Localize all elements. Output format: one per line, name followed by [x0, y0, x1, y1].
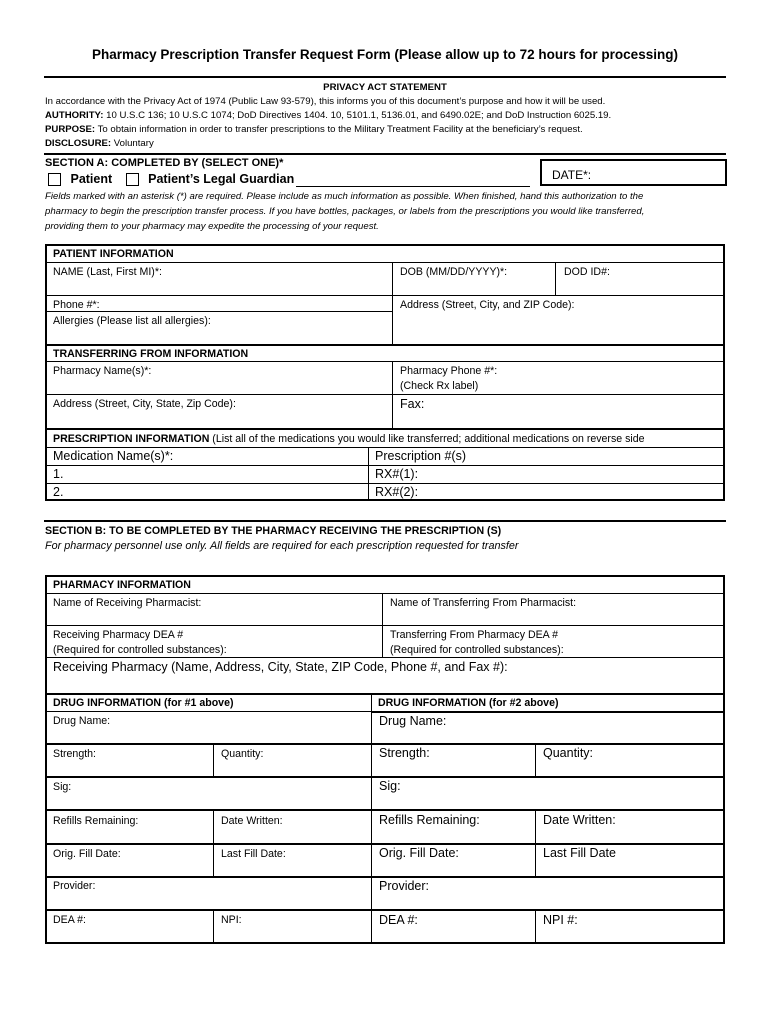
prescription-numbers-header: Prescription #(s)	[375, 449, 466, 463]
receiving-dea-field[interactable]: Receiving Pharmacy DEA #	[53, 629, 184, 641]
drug2-name-field[interactable]: Drug Name:	[379, 714, 447, 728]
instructions-line-1: Fields marked with an asterisk (*) are required. Please include as much information as possible. When finished, hand this authorization to the	[45, 191, 644, 202]
row-rule	[46, 311, 392, 312]
section-rule	[46, 428, 724, 430]
row-rule	[372, 876, 724, 878]
col-rule	[213, 910, 214, 943]
transferring-dea-field[interactable]: Transferring From Pharmacy DEA #	[390, 629, 558, 641]
date-field[interactable]	[540, 159, 727, 186]
drug2-orig-fill-field[interactable]: Orig. Fill Date:	[379, 846, 459, 860]
row-rule	[372, 711, 724, 713]
privacy-purpose: PURPOSE: To obtain information in order to transfer prescriptions to the Military Treatment Facility at the beneficiary’s request.	[45, 124, 583, 135]
privacy-rule	[44, 153, 726, 155]
medication-names-header: Medication Name(s)*:	[53, 449, 174, 463]
row-rule	[46, 876, 372, 878]
patient-checkbox[interactable]	[48, 173, 61, 186]
section-b-rule	[44, 520, 726, 522]
row-rule	[46, 465, 724, 466]
drug1-quantity-field[interactable]: Quantity:	[221, 748, 264, 760]
col-rule	[392, 262, 393, 296]
drug2-sig-field[interactable]: Sig:	[379, 779, 401, 793]
row-rule	[46, 909, 372, 911]
col-rule	[392, 361, 393, 429]
guardian-name-field[interactable]	[296, 173, 530, 187]
receiving-pharmacy-field[interactable]: Receiving Pharmacy (Name, Address, City, State, ZIP Code, Phone #, and Fax #):	[53, 660, 508, 674]
privacy-heading: PRIVACY ACT STATEMENT	[323, 82, 447, 93]
drug2-npi-field[interactable]: NPI #:	[543, 913, 578, 927]
pharmacy-name-field[interactable]: Pharmacy Name(s)*:	[53, 365, 152, 377]
col-rule	[535, 910, 536, 943]
row-rule	[46, 447, 724, 448]
row-rule	[46, 743, 372, 745]
row-rule	[46, 361, 724, 362]
drug2-provider-field[interactable]: Provider:	[379, 879, 430, 893]
row-rule	[372, 843, 724, 845]
row-rule	[46, 657, 724, 658]
dod-id-field[interactable]: DOD ID#:	[564, 266, 610, 278]
row-rule	[372, 743, 724, 745]
drug1-strength-field[interactable]: Strength:	[53, 748, 96, 760]
section-rule	[46, 693, 724, 695]
drug2-refills-field[interactable]: Refills Remaining:	[379, 813, 480, 827]
transferring-dea-note: (Required for controlled substances):	[390, 644, 564, 656]
medication-1-field[interactable]: 1.	[53, 467, 64, 481]
col-rule	[555, 262, 556, 296]
drug1-date-written-field[interactable]: Date Written:	[221, 815, 283, 827]
col-rule	[392, 295, 393, 345]
patient-info-heading: PATIENT INFORMATION	[53, 248, 174, 260]
row-rule	[46, 295, 724, 296]
drug1-dea-field[interactable]: DEA #:	[53, 914, 86, 926]
drug2-heading: DRUG INFORMATION (for #2 above)	[378, 697, 559, 709]
privacy-disclosure: DISCLOSURE: Voluntary	[45, 138, 154, 149]
drug2-last-fill-field[interactable]: Last Fill Date	[543, 846, 616, 860]
drug1-heading: DRUG INFORMATION (for #1 above)	[53, 697, 234, 709]
drug1-orig-fill-field[interactable]: Orig. Fill Date:	[53, 848, 121, 860]
drug2-date-written-field[interactable]: Date Written:	[543, 813, 616, 827]
phone-field[interactable]: Phone #*:	[53, 299, 100, 311]
instructions-line-3: providing them to your pharmacy may expedite the processing of your request.	[45, 221, 379, 232]
section-a-heading: SECTION A: COMPLETED BY (SELECT ONE)*	[45, 157, 284, 169]
dob-field[interactable]: DOB (MM/DD/YYYY)*:	[400, 266, 508, 278]
row-rule	[46, 843, 372, 845]
transfer-from-heading: TRANSFERRING FROM INFORMATION	[53, 348, 249, 360]
form-title: Pharmacy Prescription Transfer Request Form (Please allow up to 72 hours for processing)	[92, 47, 678, 62]
row-rule	[46, 776, 372, 778]
rx-2-field[interactable]: RX#(2):	[375, 485, 419, 499]
col-rule	[368, 447, 369, 500]
fax-field[interactable]: Fax:	[400, 397, 425, 411]
rx-1-field[interactable]: RX#(1):	[375, 467, 419, 481]
pharmacy-address-field[interactable]: Address (Street, City, State, Zip Code):	[53, 398, 236, 410]
allergies-field[interactable]: Allergies (Please list all allergies):	[53, 315, 211, 327]
completed-by-options	[48, 172, 294, 186]
section-b-heading: SECTION B: TO BE COMPLETED BY THE PHARMACY RECEIVING THE PRESCRIPTION (S)	[45, 525, 502, 537]
prescription-info-heading: PRESCRIPTION INFORMATION (List all of the medications you would like transferred; additional medications on reverse side	[53, 433, 645, 445]
guardian-checkbox[interactable]	[126, 173, 139, 186]
col-rule	[535, 744, 536, 777]
pharmacy-phone-field[interactable]: Pharmacy Phone #*:	[400, 365, 498, 377]
check-rx-note: (Check Rx label)	[400, 380, 479, 392]
row-rule	[372, 809, 724, 811]
instructions-line-2: pharmacy to begin the prescription transfer process. If you have bottles, packages, or labels from the prescriptions you would like transferred,	[45, 206, 645, 217]
drug1-refills-field[interactable]: Refills Remaining:	[53, 815, 139, 827]
drug1-last-fill-field[interactable]: Last Fill Date:	[221, 848, 286, 860]
row-rule	[372, 776, 724, 778]
patient-option-label: Patient	[70, 172, 113, 186]
guardian-option-label: Patient’s Legal Guardian	[148, 172, 295, 186]
row-rule	[46, 625, 724, 626]
privacy-intro: In accordance with the Privacy Act of 1974 (Public Law 93-579), this informs you of this document’s purpose and how it will be used.	[45, 96, 606, 107]
drug2-dea-field[interactable]: DEA #:	[379, 913, 418, 927]
patient-name-field[interactable]: NAME (Last, First MI)*:	[53, 266, 162, 278]
drug1-npi-field[interactable]: NPI:	[221, 914, 242, 926]
row-rule	[46, 483, 724, 484]
date-label: DATE*:	[552, 168, 592, 182]
drug1-sig-field[interactable]: Sig:	[53, 781, 72, 793]
row-rule	[46, 394, 724, 395]
receiving-pharmacist-field[interactable]: Name of Receiving Pharmacist:	[53, 597, 202, 609]
section-rule	[46, 344, 724, 346]
drug2-strength-field[interactable]: Strength:	[379, 746, 430, 760]
patient-address-field[interactable]: Address (Street, City, and ZIP Code):	[400, 299, 575, 311]
receiving-dea-note: (Required for controlled substances):	[53, 644, 227, 656]
privacy-authority: AUTHORITY: 10 U.S.C 136; 10 U.S.C 1074; DoD Directives 1404. 10, 5101.1, 5136.01, and 6490.02E; and DoD Instruction 6025.19.	[45, 110, 612, 121]
col-rule	[213, 744, 214, 777]
drug2-quantity-field[interactable]: Quantity:	[543, 746, 594, 760]
row-rule	[46, 593, 724, 594]
medication-2-field[interactable]: 2.	[53, 485, 64, 499]
drug1-provider-field[interactable]: Provider:	[53, 880, 96, 892]
drug1-name-field[interactable]: Drug Name:	[53, 715, 111, 727]
row-rule	[46, 262, 724, 263]
title-rule	[44, 76, 726, 78]
pharmacy-info-heading: PHARMACY INFORMATION	[53, 579, 191, 591]
row-rule	[46, 809, 372, 811]
section-b-note: For pharmacy personnel use only. All fields are required for each prescription requested for transfer	[45, 540, 519, 552]
row-rule	[372, 909, 724, 911]
transferring-pharmacist-field[interactable]: Name of Transferring From Pharmacist:	[390, 597, 577, 609]
